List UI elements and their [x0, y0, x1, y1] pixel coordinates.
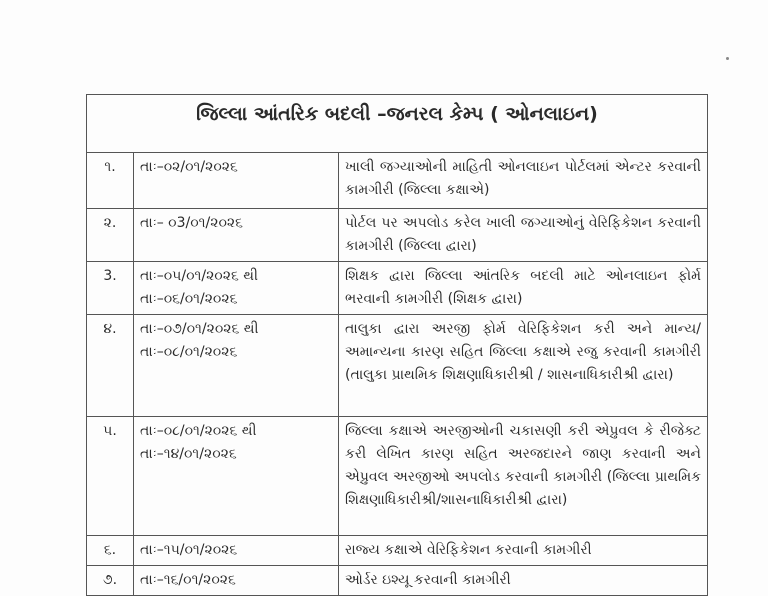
date-start: તાઃ– ૦3/૦૧/૨૦૨૬ [140, 215, 243, 231]
row-number: ૬. [87, 536, 134, 566]
date-start: તાઃ–૦૫/૦૧/૨૦૨૬ થી [140, 268, 258, 284]
row-task: ઓર્ડર ઇશ્યૂ કરવાની કામગીરી [339, 566, 708, 596]
row-task: તાલુકા દ્વારા અરજી ફોર્મ વેરિફિકેશન કરી અને માન્ય/અમાન્યના કારણ સહિત જિલ્લા કક્ષાએ રજુ કરવાની કામગીરી (તાલુકા પ્રાથમિક શિક્ષણાધિકારીશ્રી / શાસનાધિકારીશ્રી દ્વારા) [339, 315, 708, 417]
row-number: ૫. [87, 417, 134, 536]
row-date [134, 566, 339, 596]
table-row [87, 417, 708, 536]
date-end: તાઃ–૦૮/૦૧/૨૦૨૬ [140, 344, 238, 360]
row-date [134, 209, 339, 262]
row-number: ૧. [87, 153, 134, 209]
row-number: 3. [87, 262, 134, 315]
date-end: તાઃ–૧૪/૦૧/૨૦૨૬ [140, 446, 237, 462]
row-date [134, 536, 339, 566]
date-start: તાઃ–૦૨/૦૧/૨૦૨૬ [140, 159, 238, 175]
table-row [87, 209, 708, 262]
table-row [87, 262, 708, 315]
row-task: ખાલી જગ્યાઓની માહિતી ઓનલાઇન પોર્ટલમાં એન્ટર કરવાની કામગીરી (જિલ્લા કક્ષાએ) [339, 153, 708, 209]
table-row [87, 153, 708, 209]
row-date [134, 262, 339, 315]
row-number: ૪. [87, 315, 134, 417]
date-start: તાઃ–૧૬/૦૧/૨૦૨૬ [140, 572, 236, 588]
row-date [134, 417, 339, 536]
scan-speck [726, 57, 729, 60]
row-date [134, 315, 339, 417]
date-start: તાઃ–૦૭/૦૧/૨૦૨૬ થી [140, 321, 259, 337]
row-number: ૨. [87, 209, 134, 262]
schedule-table [86, 94, 708, 596]
date-start: તાઃ–૦૮/૦૧/૨૦૨૬ થી [140, 423, 257, 439]
date-end: તાઃ–૦૬/૦૧/૨૦૨૬ [140, 291, 238, 307]
row-task: રાજ્ય કક્ષાએ વેરિફિકેશન કરવાની કામગીરી [339, 536, 708, 566]
table-title: જિલ્લા આંતરિક બદલી –જનરલ કેમ્પ ( ઓનલાઇન) [87, 95, 708, 153]
row-task: જિલ્લા કક્ષાએ અરજીઓની ચકાસણી કરી એપ્રુવલ કે રીજેક્ટ કરી લેખિત કારણ સહિત અરજદારને જાણ કરવાની અને એપ્રુવલ અરજીઓ અપલોડ કરવાની કામગીરી (જિલ્લા પ્રાથમિક શિક્ષણાધિકારીશ્રી/શાસનાધિકારીશ્રી દ્વારા) [339, 417, 708, 536]
row-task: શિક્ષક દ્વારા જિલ્લા આંતરિક બદલી માટે ઓનલાઇન ફોર્મ ભરવાની કામગીરી (શિક્ષક દ્વારા) [339, 262, 708, 315]
title-row [87, 95, 708, 153]
row-number: ૭. [87, 566, 134, 596]
table-row [87, 536, 708, 566]
row-date [134, 153, 339, 209]
date-start: તાઃ–૧૫/૦૧/૨૦૨૬ [140, 542, 238, 558]
table-row [87, 566, 708, 596]
row-task: પોર્ટલ પર અપલોડ કરેલ ખાલી જગ્યાઓનું વેરિફિકેશન કરવાની કામગીરી (જિલ્લા દ્વારા) [339, 209, 708, 262]
table-row [87, 315, 708, 417]
